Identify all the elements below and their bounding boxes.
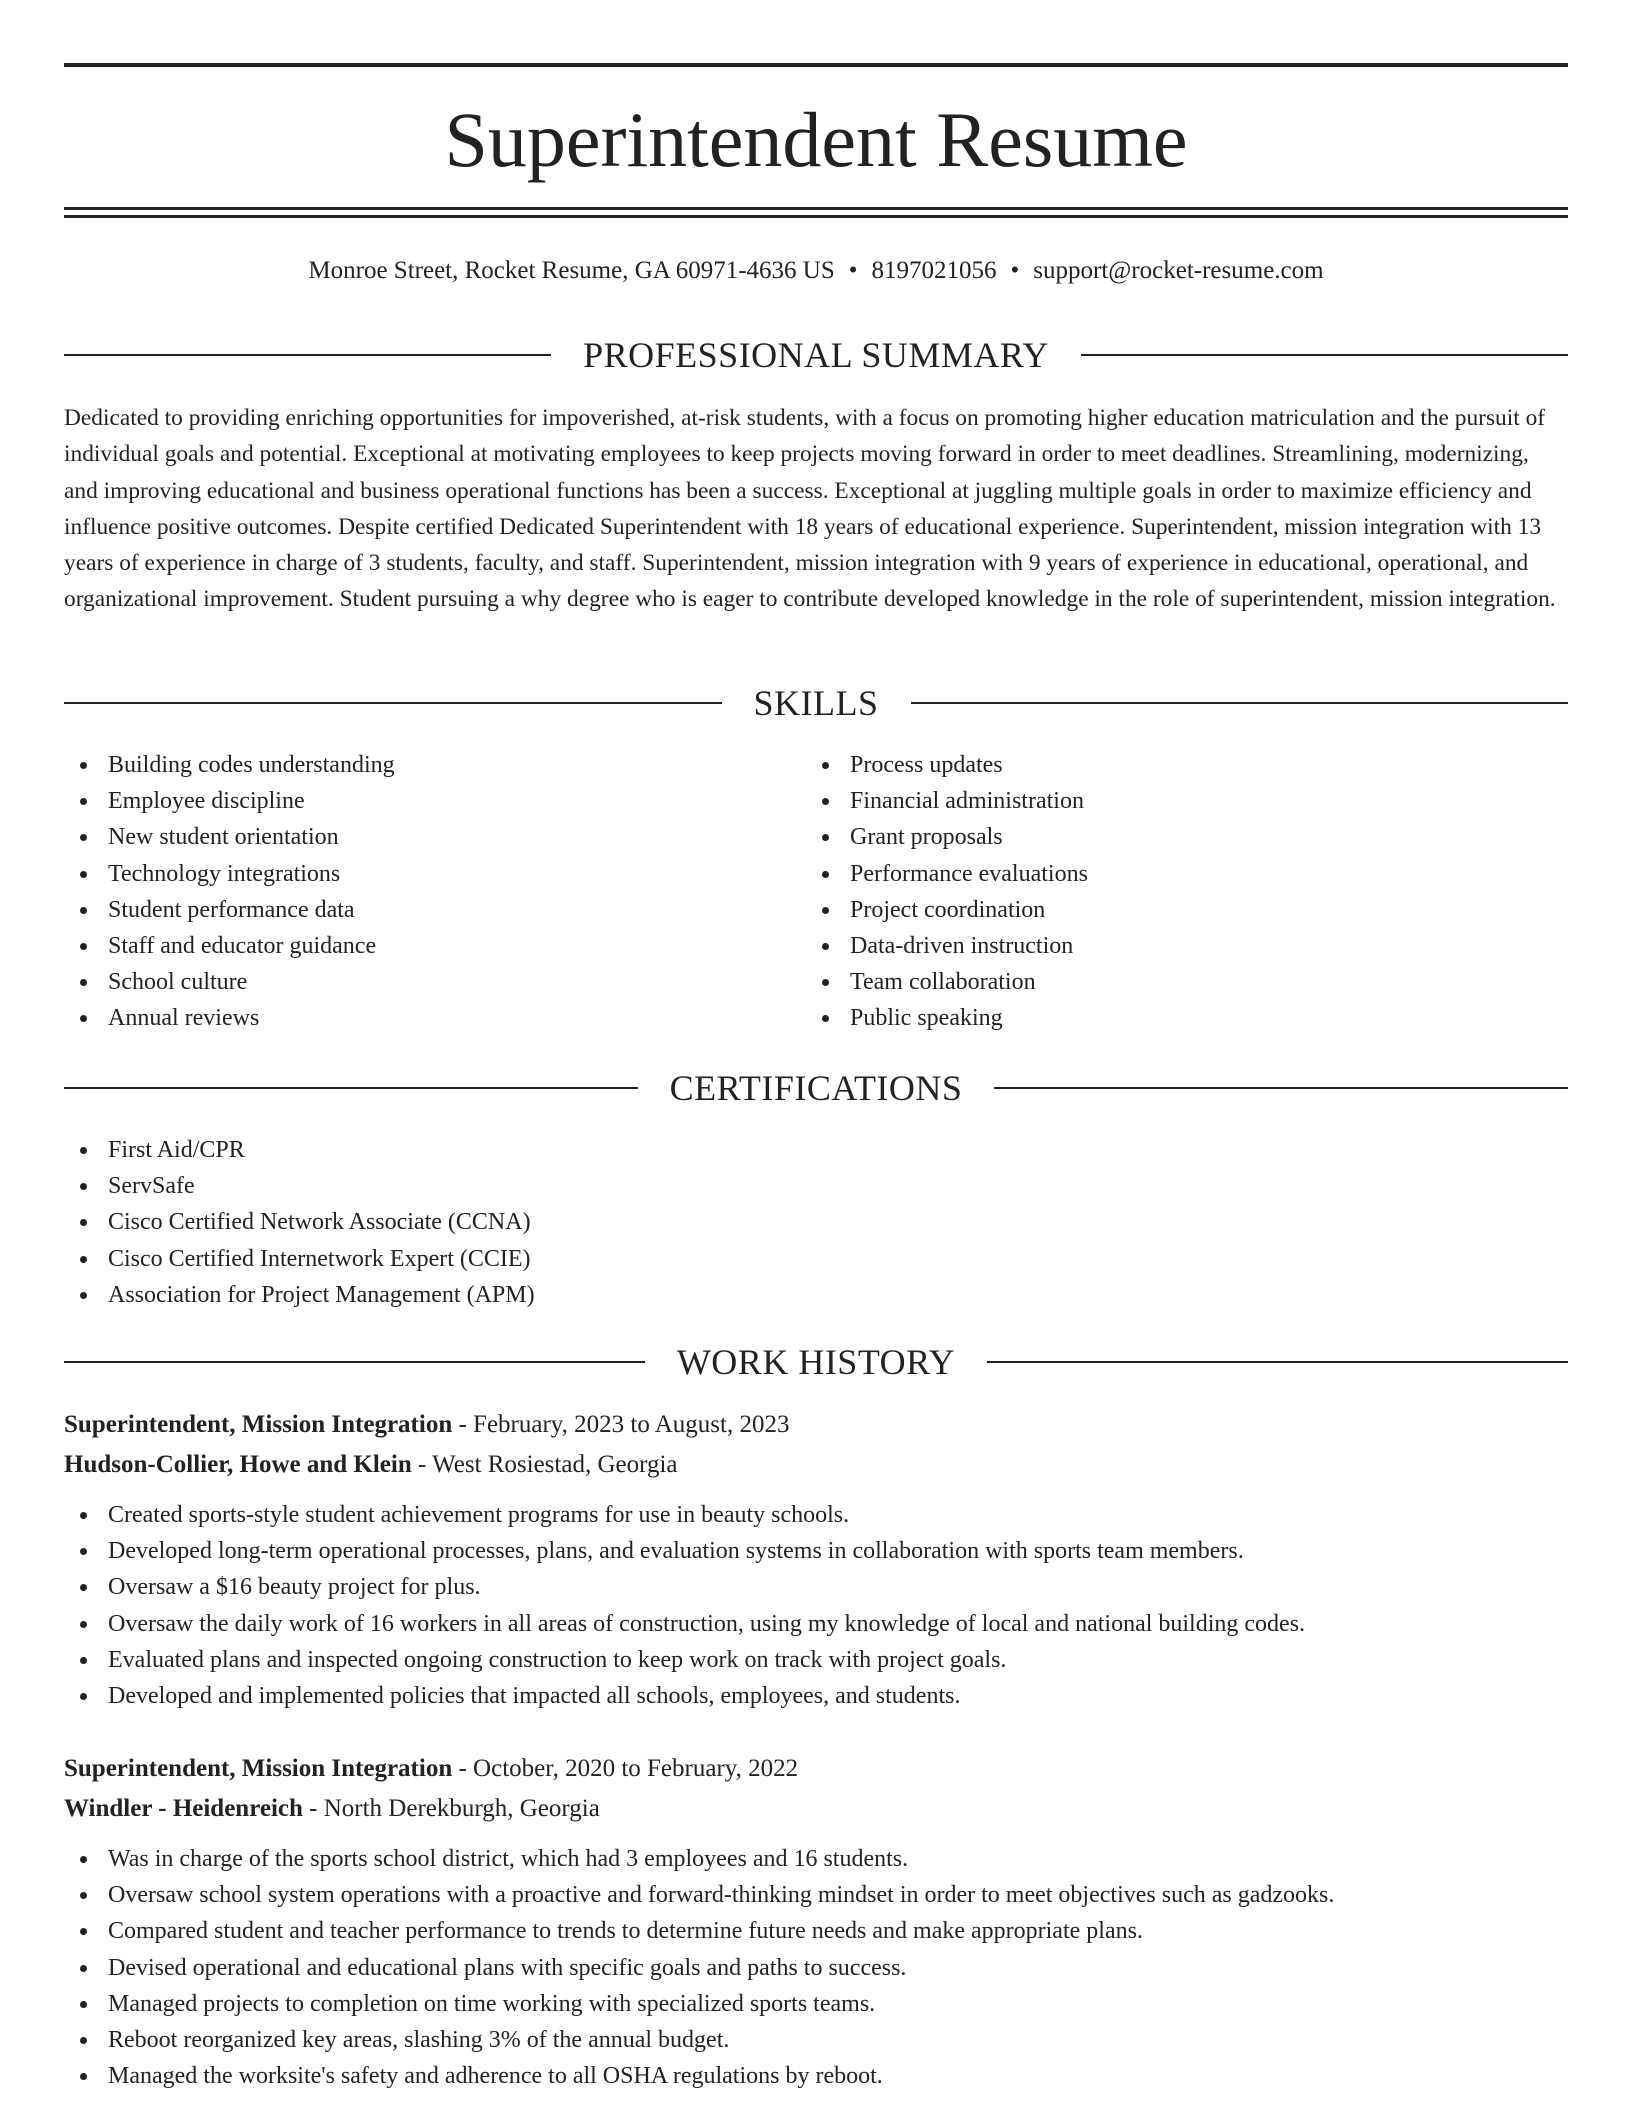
job-title: Superintendent, Mission Integration (64, 1411, 453, 1438)
certifications-list (64, 1132, 1568, 1313)
job-dates: - February, 2023 to August, 2023 (458, 1411, 790, 1438)
job-title-line (64, 1405, 1568, 1445)
title-bottom-rule-lower (64, 215, 1568, 218)
job-bullet: Managed the worksite's safety and adherence to all OSHA regulations by reboot. (64, 2058, 1568, 2094)
skill-item: Performance evaluations (806, 856, 1506, 892)
job-bullet: Evaluated plans and inspected ongoing construction to keep work on track with project goals. (64, 1642, 1568, 1678)
contact-address: Monroe Street, Rocket Resume, GA 60971-4636 US (308, 257, 835, 284)
skill-item: Public speaking (806, 1000, 1506, 1036)
contact-email: support@rocket-resume.com (1033, 257, 1324, 284)
job-company: Windler - Heidenreich (64, 1795, 303, 1822)
skills-list-right (806, 747, 1506, 1037)
job-dates: - October, 2020 to February, 2022 (458, 1755, 799, 1782)
job-bullet: Was in charge of the sports school district, which had 3 employees and 16 students. (64, 1841, 1568, 1877)
certifications-block (64, 1132, 1568, 1313)
job-bullet: Developed long-term operational processes, plans, and evaluation systems in collaboration with sports team members. (64, 1533, 1568, 1569)
heading-rule (64, 1361, 645, 1363)
skill-item: Staff and educator guidance (64, 928, 764, 964)
heading-rule (64, 354, 551, 356)
certification-item: First Aid/CPR (64, 1132, 1568, 1168)
certification-item: Cisco Certified Internetwork Expert (CCIE) (64, 1241, 1568, 1277)
job-bullet: Created sports-style student achievement programs for use in beauty schools. (64, 1497, 1568, 1533)
job-title: Superintendent, Mission Integration (64, 1755, 453, 1782)
job-bullet: Managed projects to completion on time working with specialized sports teams. (64, 1986, 1568, 2022)
job-company: Hudson-Collier, Howe and Klein (64, 1451, 412, 1478)
job-location: - North Derekburgh, Georgia (309, 1795, 600, 1822)
job-bullet: Developed and implemented policies that impacted all schools, employees, and students. (64, 1678, 1568, 1714)
skill-item: Building codes understanding (64, 747, 764, 783)
summary-paragraph: Dedicated to providing enriching opportunities for impoverished, at-risk students, with a focus on promoting higher education matriculation and the pursuit of individual goals and potential. Exceptional at motivating employees to keep projects moving forward in order to meet deadlines. Streamlining, modernizing, and improving educational and business operational functions has been a success. Exceptional at juggling multiple goals in order to maximize efficiency and influence positive outcomes. Despite certified Dedicated Superintendent with 18 years of educational experience. Superintendent, mission integration with 13 years of experience in charge of 3 students, faculty, and staff. Superintendent, mission integration with 9 years of experience in educational, operational, and organizational improvement. Student pursuing a why degree who is eager to contribute developed knowledge in the role of superintendent, mission integration. (64, 405, 1556, 613)
certification-item: ServSafe (64, 1168, 1568, 1204)
job-entry (64, 1749, 1568, 2094)
certification-item: Cisco Certified Network Associate (CCNA) (64, 1204, 1568, 1240)
skill-item: Employee discipline (64, 783, 764, 819)
heading-rule (911, 702, 1569, 704)
heading-rule (987, 1361, 1568, 1363)
contact-separator: • (848, 257, 858, 284)
certification-item: Association for Project Management (APM) (64, 1277, 1568, 1313)
section-heading-skills (64, 680, 1568, 726)
skill-item: New student orientation (64, 819, 764, 855)
skills-column-right (806, 747, 1506, 1037)
job-bullets (64, 1841, 1568, 2094)
heading-rule (64, 702, 722, 704)
job-title-line (64, 1749, 1568, 1789)
skills-column-left (64, 747, 764, 1037)
section-heading-work-history (64, 1339, 1568, 1385)
job-location: - West Rosiestad, Georgia (418, 1451, 678, 1478)
job-company-line (64, 1789, 1568, 1829)
title-bottom-rule-upper (64, 207, 1568, 210)
skill-item: Team collaboration (806, 964, 1506, 1000)
contact-phone: 8197021056 (871, 257, 997, 284)
heading-rule (994, 1087, 1568, 1089)
section-title: PROFESSIONAL SUMMARY (583, 335, 1049, 375)
contact-line (64, 254, 1568, 288)
title-top-rule (64, 63, 1568, 67)
job-bullet: Oversaw school system operations with a proactive and forward-thinking mindset in order to meet objectives such as gadzooks. (64, 1877, 1568, 1913)
skill-item: Technology integrations (64, 856, 764, 892)
skill-item: Student performance data (64, 892, 764, 928)
skill-item: Grant proposals (806, 819, 1506, 855)
contact-separator: • (1010, 257, 1020, 284)
job-bullets (64, 1497, 1568, 1714)
job-company-line (64, 1445, 1568, 1485)
job-bullet: Compared student and teacher performance to trends to determine future needs and make appropriate plans. (64, 1913, 1568, 1949)
section-heading-certifications (64, 1065, 1568, 1111)
job-bullet: Oversaw the daily work of 16 workers in all areas of construction, using my knowledge of local and national building codes. (64, 1606, 1568, 1642)
job-bullet: Reboot reorganized key areas, slashing 3% of the annual budget. (64, 2022, 1568, 2058)
section-title: SKILLS (753, 683, 879, 723)
skill-item: School culture (64, 964, 764, 1000)
heading-rule (64, 1087, 638, 1089)
job-bullet: Oversaw a $16 beauty project for plus. (64, 1569, 1568, 1605)
section-title: CERTIFICATIONS (669, 1068, 963, 1108)
skills-list-left (64, 747, 764, 1037)
skill-item: Process updates (806, 747, 1506, 783)
job-bullet: Devised operational and educational plans with specific goals and paths to success. (64, 1950, 1568, 1986)
skill-item: Annual reviews (64, 1000, 764, 1036)
page-title: Superintendent Resume (444, 96, 1188, 183)
section-heading-summary (64, 332, 1568, 378)
skill-item: Project coordination (806, 892, 1506, 928)
skill-item: Financial administration (806, 783, 1506, 819)
job-entry (64, 1405, 1568, 1714)
heading-rule (1081, 354, 1568, 356)
skill-item: Data-driven instruction (806, 928, 1506, 964)
section-title: WORK HISTORY (676, 1342, 956, 1382)
